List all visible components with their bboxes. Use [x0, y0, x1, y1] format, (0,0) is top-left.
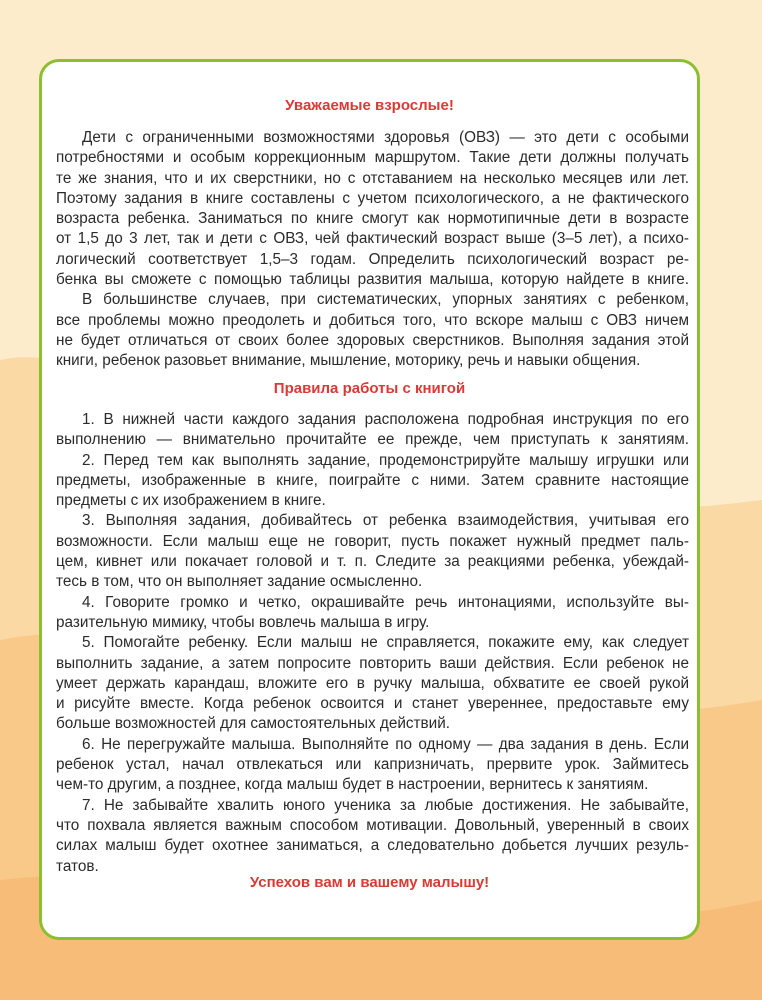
text-line: все проблемы можно преодолеть и добиться того, что вскоре малыш с ОВЗ ничем [56, 311, 689, 329]
heading-book-rules: Правила работы с книгой [273, 380, 466, 397]
text-line: цем, кивнет или покачает головой и т. п. Следите за реакциями ребенка, убеждай- [56, 553, 689, 571]
text-line: разительную мимику, чтобы вовлечь малыша в игру. [56, 613, 430, 631]
text-line: возраста ребенка. Заниматься по книге смогут как нормотипичные дети в возрасте [56, 210, 689, 228]
text-line: что похвала является важным способом мотивации. Довольный, уверенный в своих [56, 816, 689, 834]
content-card [39, 59, 700, 940]
text-line: потребностями и особым коррекционным маршрутом. Такие дети должны получать [56, 149, 689, 167]
text-line: предметы, изображенные в книге, поиграйте с ними. Затем сравните настоящие [56, 471, 689, 489]
text-line: силах малыш будет охотнее заниматься, а следовательно добьется лучших резуль- [56, 837, 689, 855]
text-line: тесь в том, что он выполняет задание осмысленно. [56, 573, 423, 591]
text-line: ребенок устал, начал отвлекаться или капризничать, прервите урок. Займитесь [56, 756, 689, 774]
text-line: 1. В нижней части каждого задания расположена подробная инструкция по его [82, 411, 689, 428]
text-line: книги, ребенок разовьет внимание, мышление, моторику, речь и навыки общения. [56, 352, 641, 370]
text-line: те же знания, что и их сверстники, но с отставанием на несколько месяцев или лет. [56, 169, 689, 187]
text-line: и рисуйте вместе. Когда ребенок освоится и станет увереннее, предоставьте ему [56, 695, 689, 713]
text-line: Поэтому задания в книге составлены с учетом психологического, а не фактического [56, 189, 689, 207]
text-line: Дети с ограниченными возможностями здоровья (ОВЗ) — это дети с особыми [82, 129, 689, 146]
text-line: не будет отличаться от своих более здоровых сверстников. Выполняя задания этой [56, 331, 689, 349]
intro-text [56, 128, 689, 372]
text-line: 6. Не перегружайте малыша. Выполняйте по одному — два задания в день. Если [82, 735, 689, 753]
text-line: 5. Помогайте ребенку. Если малыш не справляется, покажите ему, как следует [82, 634, 689, 652]
text-line: 3. Выполняя задания, добивайтесь от ребенка взаимодействия, учитывая его [82, 512, 689, 530]
text-line: 4. Говорите громко и четко, окрашивайте речь интонациями, используйте вы- [82, 593, 689, 611]
heading-good-luck: Успехов вам и вашему малышу! [249, 874, 490, 891]
text-line: татов. [56, 857, 99, 875]
rules-text [56, 410, 689, 877]
text-line: 2. Перед тем как выполнять задание, продемонстрируйте малышу игрушки или [82, 451, 689, 469]
text-line: выполнению — внимательно прочитайте ее прежде, чем приступать к занятиям. [56, 431, 689, 449]
text-line: выполнить задание, а затем попросите повторить ваши действия. Если ребенок не [56, 654, 689, 672]
text-line: 7. Не забывайте хвалить юного ученика за любые достижения. Не забывайте, [82, 796, 689, 814]
text-line: чем-то другим, а позднее, когда малыш будет в настроении, вернитесь к занятиям. [56, 776, 649, 794]
text-line: возможности. Если малыш еще не говорит, пусть покажет нужный предмет паль- [56, 532, 689, 550]
text-line: от 1,5 до 3 лет, так и дети с ОВЗ, чей фактический возраст выше (3–5 лет), а психо- [56, 230, 689, 248]
text-line: больше возможностей для самостоятельных действий. [56, 715, 450, 733]
heading-dear-adults: Уважаемые взрослые! [285, 97, 454, 114]
text-line: бенка вы сможете с помощью таблицы развития малыша, которую найдете в книге. [56, 271, 689, 289]
text-line: предметы с их изображением в книге. [56, 492, 326, 510]
text-line: В большинстве случаев, при систематических, упорных занятиях с ребенком, [82, 291, 689, 309]
text-line: умеет держать карандаш, вложите его в ручку малыша, обхватите ее своей рукой [56, 674, 689, 692]
text-line: логический соответствует 1,5–3 годам. Определить психологический возраст ре- [56, 250, 689, 268]
